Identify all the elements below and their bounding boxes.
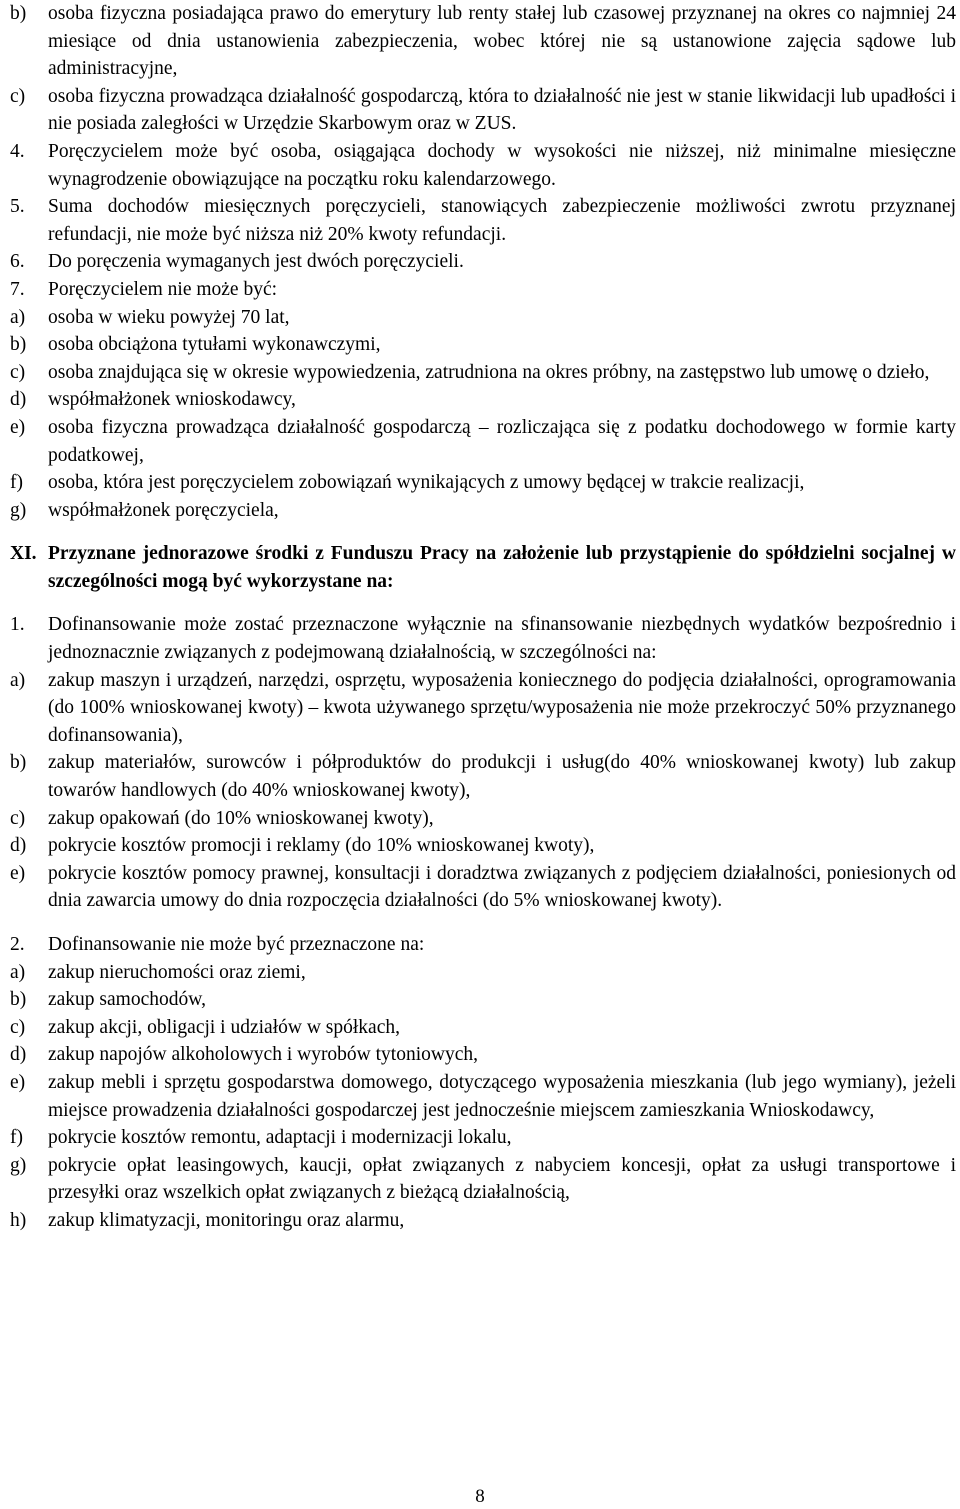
list-item <box>10 386 956 414</box>
list-item-text: pokrycie opłat leasingowych, kaucji, opłat związanych z nabyciem koncesji, opłat za usługi transportowe i przesyłki oraz wszelkich opłat związanych z bieżącą działalnością, <box>48 1154 956 1204</box>
list-item <box>10 667 956 750</box>
list-marker: b) <box>10 3 27 24</box>
point-text: Poręczycielem może być osoba, osiągająca dochody w wysokości nie niższej, niż minimalne miesięczne wynagrodzenie obowiązujące na początku roku kalendarzowego. <box>48 140 956 190</box>
list-item <box>10 832 956 860</box>
point-number: 6. <box>10 251 25 273</box>
point-number: 2. <box>10 934 25 955</box>
list-marker: d) <box>10 835 27 857</box>
list-marker: b) <box>10 752 27 774</box>
spacer <box>10 524 956 540</box>
list-marker: f) <box>10 1127 23 1149</box>
list-item-text: zakup mebli i sprzętu gospodarstwa domowego, dotyczącego wyposażenia mieszkania (lub jego wymiany), jeżeli miejsce prowadzenia działalności gospodarczej jest jednocześnie miejscem zamieszkania Wnioskodawcy, <box>48 1071 956 1121</box>
point7-list <box>10 304 956 525</box>
list-marker: a) <box>10 306 26 328</box>
list-marker: e) <box>10 862 26 884</box>
list-item <box>10 331 956 359</box>
list-marker: c) <box>10 807 26 829</box>
page-footer <box>0 1486 960 1508</box>
list-marker: b) <box>10 989 27 1011</box>
page-number: 8 <box>475 1486 485 1507</box>
point-number: 4. <box>10 140 25 162</box>
numbered-point <box>10 611 956 666</box>
list-item <box>10 1152 956 1207</box>
list-marker: c) <box>10 85 26 107</box>
list-item-text: osoba, która jest poręczycielem zobowiązań wynikających z umowy będącej w trakcie realizacji, <box>48 472 805 494</box>
numbered-points <box>10 138 956 304</box>
numbered-point <box>10 931 956 959</box>
list-marker: e) <box>10 416 26 438</box>
list-item <box>10 860 956 915</box>
list-item-text: zakup nieruchomości oraz ziemi, <box>48 961 306 983</box>
list-marker: g) <box>10 1154 27 1176</box>
list-item <box>10 959 956 987</box>
list-item-text: zakup opakowań (do 10% wnioskowanej kwoty), <box>48 807 434 829</box>
point-number: 7. <box>10 278 25 300</box>
list-item-text: zakup samochodów, <box>48 989 206 1011</box>
list-marker: c) <box>10 361 26 383</box>
list-item-text: osoba fizyczna prowadząca działalność gospodarczą, która to działalność nie jest w stanie likwidacji lub upadłości i nie posiada zaległości w Urzędzie Skarbowym oraz w ZUS. <box>48 85 956 135</box>
list-marker: f) <box>10 472 23 494</box>
numbered-point <box>10 193 956 248</box>
point-text: Dofinansowanie nie może być przeznaczone na: <box>48 934 425 955</box>
list-item-text: zakup materiałów, surowców i półproduktów do produkcji i usług(do 40% wnioskowanej kwoty) lub zakup towarów handlowych (do 40% wnioskowanej kwoty), <box>48 752 956 802</box>
numbered-point <box>10 276 956 304</box>
list-item <box>10 986 956 1014</box>
spacer <box>10 595 956 611</box>
point-number: 5. <box>10 196 25 218</box>
list-item <box>10 749 956 804</box>
list-item <box>10 497 956 525</box>
list-item-text: pokrycie kosztów pomocy prawnej, konsultacji i doradztwa związanych z podjęciem działalności, poniesionych od dnia zawarcia umowy do dnia rozpoczęcia działalności (do 5% wnioskowanej kwoty). <box>48 862 956 912</box>
continuation-list <box>10 0 956 138</box>
list-item-text: pokrycie kosztów promocji i reklamy (do 10% wnioskowanej kwoty), <box>48 835 595 857</box>
list-marker: e) <box>10 1071 26 1093</box>
list-marker: a) <box>10 669 26 691</box>
section-heading-text: Przyznane jednorazowe środki z Funduszu Pracy na założenie lub przystąpienie do spółdzielni socjalnej w szczególności mogą być wykorzystane na: <box>48 543 956 592</box>
document-page <box>10 0 956 1235</box>
list-item-text: pokrycie kosztów remontu, adaptacji i modernizacji lokalu, <box>48 1127 512 1149</box>
section-heading <box>10 540 956 595</box>
point-text: Poręczycielem nie może być: <box>48 278 278 300</box>
list-marker: g) <box>10 499 27 521</box>
spacer <box>10 915 956 931</box>
list-item <box>10 414 956 469</box>
point-text: Do poręczenia wymaganych jest dwóch poręczycieli. <box>48 251 464 273</box>
list-item-text: osoba obciążona tytułami wykonawczymi, <box>48 334 381 356</box>
list-item <box>10 469 956 497</box>
list-item <box>10 1207 956 1235</box>
list-marker: b) <box>10 334 27 356</box>
list-marker: d) <box>10 389 27 411</box>
list-marker: d) <box>10 1044 27 1066</box>
list-marker: h) <box>10 1209 27 1231</box>
list-item-text: zakup klimatyzacji, monitoringu oraz alarmu, <box>48 1209 405 1231</box>
point-number: 1. <box>10 614 25 636</box>
list-item-text: współmałżonek wnioskodawcy, <box>48 389 296 411</box>
list-item <box>10 83 956 138</box>
list-item-text: osoba fizyczna prowadząca działalność gospodarczą – rozliczająca się z podatku dochodowego w formie karty podatkowej, <box>48 416 956 466</box>
list-item <box>10 304 956 332</box>
numbered-point <box>10 248 956 276</box>
list-marker: a) <box>10 961 26 983</box>
point2-list <box>10 959 956 1235</box>
list-item <box>10 0 956 83</box>
point-text: Dofinansowanie może zostać przeznaczone wyłącznie na sfinansowanie niezbędnych wydatków bezpośrednio i jednoznacznie związanych z podejmowaną działalnością, w szczególności na: <box>48 614 956 664</box>
list-item-text: zakup napojów alkoholowych i wyrobów tytoniowych, <box>48 1044 479 1066</box>
list-item-text: zakup akcji, obligacji i udziałów w spółkach, <box>48 1016 400 1038</box>
section-number: XI. <box>10 543 37 565</box>
point1-list <box>10 667 956 915</box>
list-item <box>10 1041 956 1069</box>
list-item <box>10 1124 956 1152</box>
list-item-text: zakup maszyn i urządzeń, narzędzi, osprzętu, wyposażenia koniecznego do podjęcia działalności, oprogramowania (do 100% wnioskowanej kwoty) – kwota używanego sprzętu/wyposażenia nie może przekroczyć 50% przyznanego dofinansowania), <box>48 669 956 746</box>
list-item <box>10 805 956 833</box>
point-text: Suma dochodów miesięcznych poręczycieli, stanowiących zabezpieczenie możliwości zwrotu przyznanej refundacji, nie może być niższa niż 20% kwoty refundacji. <box>48 196 956 245</box>
list-item-text: współmałżonek poręczyciela, <box>48 499 279 521</box>
list-item-text: osoba w wieku powyżej 70 lat, <box>48 306 290 328</box>
list-item <box>10 1069 956 1124</box>
list-item <box>10 1014 956 1042</box>
numbered-point <box>10 138 956 193</box>
list-marker: c) <box>10 1016 26 1038</box>
list-item <box>10 359 956 387</box>
list-item-text: osoba fizyczna posiadająca prawo do emerytury lub renty stałej lub czasowej przyznanej na okres co najmniej 24 miesiące od dnia ustanowienia zabezpieczenia, wobec której nie są ustanowione zajęcia sądowe lub administracyjne, <box>48 3 956 80</box>
list-item-text: osoba znajdująca się w okresie wypowiedzenia, zatrudniona na okres próbny, na zastępstwo lub umowę o dzieło, <box>48 361 930 383</box>
